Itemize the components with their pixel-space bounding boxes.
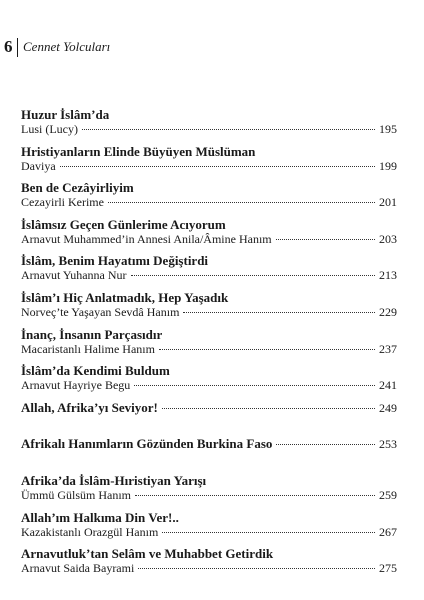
toc-entry-page: 241 (379, 378, 397, 393)
toc-entry-page: 195 (379, 122, 397, 136)
dot-leader (162, 532, 375, 533)
toc-entry-row (21, 305, 397, 320)
toc-entry-title: Allah, Afrika’yı Seviyor! (21, 399, 158, 415)
toc-entry-row (21, 436, 397, 452)
table-of-contents (21, 107, 397, 583)
toc-entry-page: 213 (379, 268, 397, 283)
dot-leader (183, 312, 375, 313)
toc-entry-subtitle: Macaristanlı Halime Hanım (21, 341, 155, 356)
toc-entry-title: İslâm’ı Hiç Anlatmadık, Hep Yaşadık (21, 289, 229, 305)
toc-entry-page: 237 (379, 341, 397, 356)
toc-entry-subtitle: Lusi (Lucy) (21, 122, 78, 136)
toc-entry (21, 327, 397, 364)
dot-leader (276, 444, 375, 445)
toc-entry-title: İnanç, İnsanın Parçasıdır (21, 326, 163, 342)
toc-entry (21, 400, 397, 437)
dot-leader (131, 275, 375, 276)
toc-entry-row (21, 268, 397, 283)
toc-entry-row (21, 159, 397, 174)
toc-entry (21, 436, 397, 473)
book-title: Cennet Yolcuları (23, 39, 111, 54)
dot-leader (162, 408, 375, 409)
toc-entry-title: İslâm’da Kendimi Buldum (21, 363, 170, 379)
toc-entry-page: 259 (379, 487, 397, 502)
toc-entry-title: Huzur İslâm’da (21, 107, 110, 122)
toc-entry-title: Afrika’da İslâm-Hıristiyan Yarışı (21, 472, 207, 488)
toc-entry-title: İslâmsız Geçen Günlerime Acıyorum (21, 216, 226, 232)
toc-entry (21, 473, 397, 510)
page-header (4, 37, 110, 57)
toc-entry-title: Afrikalı Hanımların Gözünden Burkina Faso (21, 436, 273, 452)
toc-entry-page: 229 (379, 304, 397, 319)
dot-leader (108, 202, 375, 203)
toc-entry-row (21, 378, 397, 393)
dot-leader (82, 129, 375, 130)
toc-entry (21, 546, 397, 583)
toc-entry-page: 253 (379, 437, 397, 452)
toc-entry (21, 107, 397, 144)
toc-entry (21, 290, 397, 327)
toc-entry-title: Hristiyanların Elinde Büyüyen Müslüman (21, 143, 256, 159)
dot-leader (60, 166, 375, 167)
toc-entry-title: Ben de Cezâyirliyim (21, 180, 134, 196)
toc-entry-title: Arnavutluk’tan Selâm ve Muhabbet Getirdik (21, 546, 274, 562)
toc-entry-row (21, 122, 397, 137)
toc-entry-subtitle: Norveç’te Yaşayan Sevdâ Hanım (21, 304, 180, 319)
toc-entry (21, 217, 397, 254)
toc-entry (21, 180, 397, 217)
toc-entry-title: İslâm, Benim Hayatımı Değiştirdi (21, 253, 209, 269)
dot-leader (134, 385, 375, 386)
page-number: 6 (4, 37, 13, 56)
toc-entry (21, 363, 397, 400)
toc-entry-subtitle: Ümmü Gülsüm Hanım (21, 487, 131, 502)
toc-entry-row (21, 525, 397, 540)
toc-entry-row (21, 232, 397, 247)
toc-entry-subtitle: Daviya (21, 158, 56, 173)
toc-entry-page: 201 (379, 195, 397, 210)
toc-entry-subtitle: Arnavut Saida Bayrami (21, 561, 135, 576)
toc-entry-subtitle: Arnavut Yuhanna Nur (21, 268, 127, 283)
toc-entry-title: Allah’ım Halkıma Din Ver!.. (21, 509, 179, 525)
toc-entry-page: 275 (379, 561, 397, 576)
toc-entry-row (21, 195, 397, 210)
toc-entry-subtitle: Arnavut Hayriye Begu (21, 378, 131, 393)
dot-leader (138, 568, 375, 569)
toc-entry-subtitle: Cezayirli Kerime (21, 195, 104, 210)
toc-entry-page: 249 (379, 400, 397, 415)
toc-entry-row (21, 561, 397, 576)
dot-leader (135, 495, 375, 496)
toc-entry-page: 267 (379, 524, 397, 539)
toc-entry-row (21, 400, 397, 416)
toc-entry (21, 144, 397, 181)
toc-entry-row (21, 488, 397, 503)
toc-entry (21, 253, 397, 290)
toc-entry-row (21, 342, 397, 357)
dot-leader (159, 349, 375, 350)
toc-entry-subtitle: Arnavut Muhammed’in Annesi Anila/Âmine Hanım (21, 231, 272, 246)
toc-entry (21, 510, 397, 547)
dot-leader (276, 239, 375, 240)
toc-entry-subtitle: Kazakistanlı Orazgül Hanım (21, 524, 159, 539)
header-divider (17, 38, 19, 57)
toc-entry-page: 199 (379, 158, 397, 173)
toc-entry-page: 203 (379, 231, 397, 246)
